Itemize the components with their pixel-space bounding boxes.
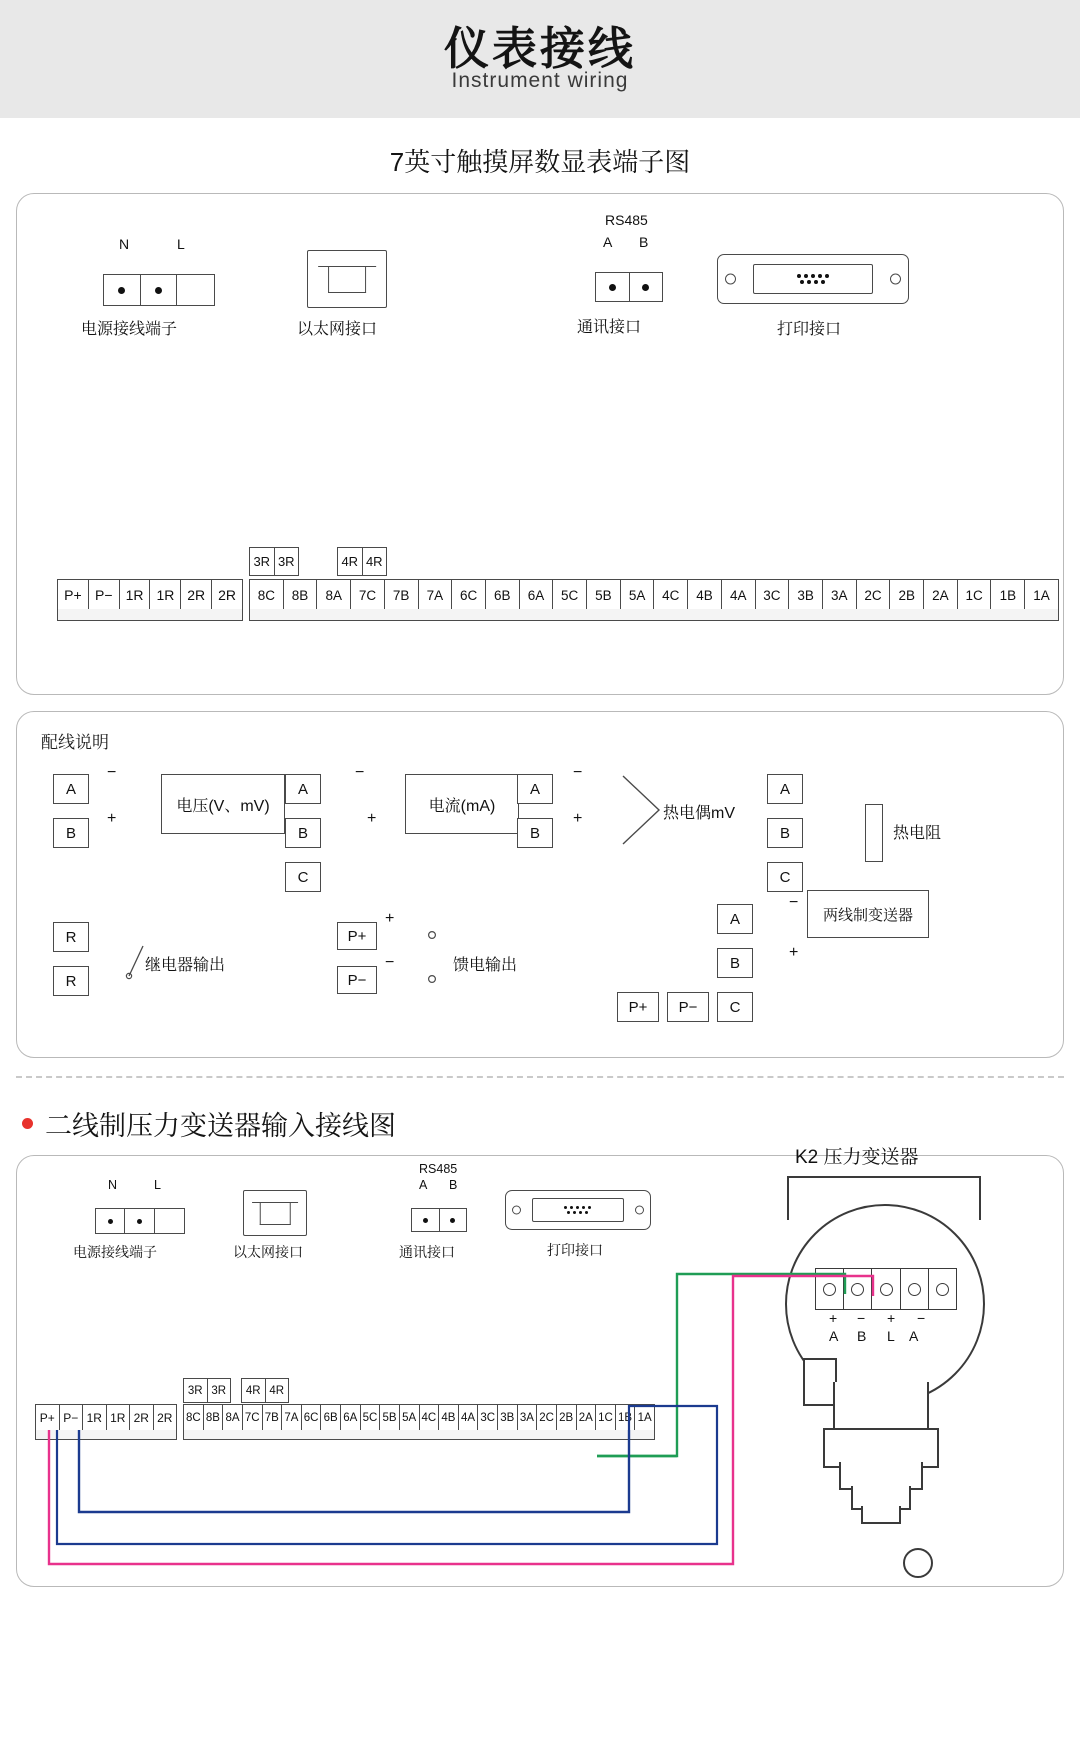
terminal-cell: 7C bbox=[351, 580, 385, 610]
relay-strip-group bbox=[249, 547, 299, 576]
current-source-label: 电流(mA) bbox=[405, 774, 519, 834]
main-terminal-strip-group bbox=[249, 579, 1059, 611]
twt-sign-minus: − bbox=[789, 894, 799, 911]
terminal-cell: 3R bbox=[277, 554, 295, 569]
current-terminal-b: B bbox=[285, 818, 321, 848]
terminal-cell: 7B bbox=[263, 1405, 283, 1431]
terminal-cell: P+ bbox=[36, 1405, 60, 1431]
rtd-terminal-a: A bbox=[767, 774, 803, 804]
terminal-cell: 8B bbox=[284, 580, 318, 610]
rs485-label: RS485 bbox=[605, 212, 648, 228]
s3-power-pin-l-label: L bbox=[154, 1178, 161, 1192]
terminal-cell: 1R bbox=[120, 580, 151, 610]
terminal-cell: 5A bbox=[400, 1405, 420, 1431]
s3-printer-label: 打印接口 bbox=[547, 1242, 603, 1258]
terminal-cell: 6B bbox=[486, 580, 520, 610]
relay-terminal-r1: R bbox=[53, 922, 89, 952]
terminal-cell: 1R bbox=[150, 580, 181, 610]
feed-sign-minus: − bbox=[385, 954, 395, 971]
current-sign-minus: − bbox=[355, 764, 365, 781]
tc-sign-plus: + bbox=[573, 810, 583, 827]
terminal-cell: 7B bbox=[385, 580, 419, 610]
twt-sign-plus: + bbox=[789, 944, 799, 961]
terminal-cell: 5C bbox=[361, 1405, 381, 1431]
rtd-resistor-symbol-icon bbox=[865, 804, 883, 862]
transmitter-pin-label-3: L bbox=[887, 1328, 895, 1344]
terminal-cell: 8A bbox=[317, 580, 351, 610]
voltage-source-label: 电压(V、mV) bbox=[161, 774, 285, 834]
transmitter-pin-label-1: A bbox=[829, 1328, 839, 1344]
terminal-cell: 1B bbox=[616, 1405, 636, 1431]
terminal-cell: 3R bbox=[250, 548, 275, 575]
ethernet-jack-icon bbox=[307, 250, 387, 308]
comm-terminal-block bbox=[595, 272, 663, 302]
rtd-label: 热电阻 bbox=[893, 825, 942, 842]
terminal-cell: 2R bbox=[218, 587, 236, 603]
relay-strip-group-2 bbox=[337, 547, 387, 576]
section3-title-group bbox=[22, 1104, 1080, 1143]
twt-terminal-pplus: P+ bbox=[617, 992, 659, 1022]
relay-terminal-r2: R bbox=[53, 966, 89, 996]
tc-sign-minus: − bbox=[573, 764, 583, 781]
terminal-cell: 1C bbox=[958, 580, 992, 610]
terminal-cell: 4A bbox=[722, 580, 756, 610]
voltage-terminal-a: A bbox=[53, 774, 89, 804]
relay-output-label: 继电器输出 bbox=[145, 957, 226, 974]
feed-terminal-pplus: P+ bbox=[337, 922, 377, 950]
page-header bbox=[0, 0, 1080, 118]
terminal-diagram-panel bbox=[16, 193, 1064, 695]
s3-power-terminal-label: 电源接线端子 bbox=[73, 1244, 157, 1260]
left-terminal-strip bbox=[57, 579, 243, 611]
rtd-terminal-b: B bbox=[767, 818, 803, 848]
printer-port-group bbox=[717, 236, 909, 338]
terminal-cell: 1R bbox=[107, 1405, 131, 1431]
comm-pin-a-label: A bbox=[603, 234, 613, 250]
transmitter-pin-label-4: A bbox=[909, 1328, 919, 1344]
comm-pin-b-label: B bbox=[639, 234, 649, 250]
terminal-cell: 8B bbox=[204, 1405, 224, 1431]
terminal-cell: 6A bbox=[341, 1405, 361, 1431]
terminal-cell: 2A bbox=[577, 1405, 597, 1431]
relay-strip-3r bbox=[249, 547, 299, 576]
terminal-cell: 4R bbox=[338, 548, 363, 575]
terminal-cell: 5C bbox=[553, 580, 587, 610]
terminal-cell: 4R bbox=[269, 1384, 285, 1397]
tc-terminal-b: B bbox=[517, 818, 553, 848]
twt-terminal-c: C bbox=[717, 992, 753, 1022]
terminal-cell: P− bbox=[89, 580, 120, 610]
terminal-cell: 2R bbox=[157, 1411, 173, 1425]
terminal-cell: P− bbox=[60, 1405, 84, 1431]
terminal-cell: 1C bbox=[596, 1405, 616, 1431]
page-title-cn: 仪表接线 bbox=[443, 23, 636, 75]
terminal-cell: 8C bbox=[184, 1405, 204, 1431]
s3-rs485-label: RS485 bbox=[419, 1162, 458, 1176]
feed-output-terminals-icon bbox=[427, 930, 441, 988]
terminal-cell: 3R bbox=[211, 1384, 227, 1397]
terminal-cell: 4A bbox=[459, 1405, 479, 1431]
terminal-cell: 8A bbox=[223, 1405, 243, 1431]
s3-comm-pin-b-label: B bbox=[449, 1178, 458, 1192]
terminal-cell: 5A bbox=[621, 580, 655, 610]
twt-terminal-pminus: P− bbox=[667, 992, 709, 1022]
s3-ethernet-label: 以太网接口 bbox=[233, 1244, 303, 1260]
section1-title: 7英寸触摸屏数显表端子图 bbox=[389, 147, 691, 177]
terminal-cell: 6A bbox=[520, 580, 554, 610]
voltage-terminal-b: B bbox=[53, 818, 89, 848]
terminal-cell: 7A bbox=[282, 1405, 302, 1431]
terminal-cell: 2C bbox=[857, 580, 891, 610]
wiring-connections bbox=[17, 1156, 1065, 1586]
section-divider bbox=[16, 1076, 1064, 1078]
printer-port-label: 打印接口 bbox=[777, 321, 842, 338]
relay-switch-icon bbox=[113, 940, 147, 980]
terminal-cell: 2C bbox=[537, 1405, 557, 1431]
terminal-cell: 4R bbox=[242, 1379, 266, 1402]
s3-comm-pin-a-label: A bbox=[419, 1178, 428, 1192]
terminal-cell: 5B bbox=[380, 1405, 400, 1431]
wiring-notes-title: 配线说明 bbox=[41, 733, 109, 752]
terminal-cell: 3C bbox=[756, 580, 790, 610]
twt-terminal-a: A bbox=[717, 904, 753, 934]
thermocouple-symbol-icon bbox=[621, 774, 661, 846]
feed-terminal-pminus: P− bbox=[337, 966, 377, 994]
terminal-cell: 6C bbox=[302, 1405, 322, 1431]
current-sign-plus: + bbox=[367, 810, 377, 827]
terminal-cell: 2B bbox=[557, 1405, 577, 1431]
tc-terminal-a: A bbox=[517, 774, 553, 804]
current-terminal-a: A bbox=[285, 774, 321, 804]
transmitter-device-label: K2 压力变送器 bbox=[795, 1147, 919, 1168]
twt-device-label: 两线制变送器 bbox=[807, 890, 929, 938]
terminal-cell: 2R bbox=[130, 1405, 154, 1431]
power-terminal-label: 电源接线端子 bbox=[81, 321, 178, 338]
terminal-cell: 2A bbox=[924, 580, 958, 610]
transmitter-sign-3: + bbox=[887, 1310, 896, 1326]
terminal-cell: 3B bbox=[789, 580, 823, 610]
ethernet-port-label: 以太网接口 bbox=[297, 321, 378, 338]
terminal-cell: 3B bbox=[498, 1405, 518, 1431]
terminal-cell: 4C bbox=[654, 580, 688, 610]
comm-port-label: 通讯接口 bbox=[577, 319, 642, 336]
terminal-cell: 1R bbox=[83, 1405, 107, 1431]
terminal-cell: 2R bbox=[181, 580, 212, 610]
bullet-dot-icon bbox=[22, 1118, 33, 1129]
terminal-cell: 4R bbox=[365, 554, 383, 569]
terminal-cell: 2B bbox=[890, 580, 924, 610]
terminal-cell: 5B bbox=[587, 580, 621, 610]
current-terminal-c: C bbox=[285, 862, 321, 892]
s3-power-pin-n-label: N bbox=[108, 1178, 118, 1192]
main-terminal-strip bbox=[249, 579, 1059, 611]
terminal-cell: 1A bbox=[1033, 587, 1050, 603]
terminal-cell: 3C bbox=[478, 1405, 498, 1431]
power-pin-l-label: L bbox=[177, 236, 185, 252]
power-pin-n-label: N bbox=[119, 236, 130, 252]
left-terminal-strip-group bbox=[57, 579, 243, 611]
terminal-cell: 7A bbox=[419, 580, 453, 610]
transmitter-sign-1: + bbox=[829, 1310, 838, 1326]
terminal-cell: 3A bbox=[518, 1405, 538, 1431]
terminal-cell: 4B bbox=[439, 1405, 459, 1431]
terminal-cell: 3R bbox=[184, 1379, 208, 1402]
thermocouple-label: 热电偶mV bbox=[663, 805, 736, 822]
power-terminal-block bbox=[103, 274, 215, 306]
terminal-cell: 8C bbox=[250, 580, 284, 610]
s3-comm-label: 通讯接口 bbox=[399, 1244, 455, 1260]
voltage-sign-plus: + bbox=[107, 810, 117, 827]
relay-strip-4r bbox=[337, 547, 387, 576]
pressure-transmitter-panel bbox=[16, 1147, 1064, 1587]
terminal-cell: P+ bbox=[58, 580, 89, 610]
twt-terminal-b: B bbox=[717, 948, 753, 978]
transmitter-pin-label-2: B bbox=[857, 1328, 867, 1344]
terminal-cell: 1B bbox=[991, 580, 1025, 610]
terminal-cell: 4C bbox=[420, 1405, 440, 1431]
terminal-cell: 1A bbox=[637, 1412, 652, 1424]
db9-connector-icon bbox=[717, 254, 909, 304]
wiring-notes-panel bbox=[16, 711, 1064, 1058]
transmitter-sign-2: − bbox=[857, 1310, 866, 1326]
ethernet-port-group bbox=[297, 236, 378, 338]
terminal-cell: 6B bbox=[321, 1405, 341, 1431]
page-title-en: Instrument wiring bbox=[451, 68, 629, 92]
terminal-cell: 4B bbox=[688, 580, 722, 610]
terminal-cell: 3A bbox=[823, 580, 857, 610]
feed-output-label: 馈电输出 bbox=[453, 957, 518, 974]
rtd-terminal-c: C bbox=[767, 862, 803, 892]
transmitter-sign-4: − bbox=[917, 1310, 926, 1326]
section3-title: 二线制压力变送器输入接线图 bbox=[45, 1111, 396, 1141]
voltage-sign-minus: − bbox=[107, 764, 117, 781]
terminal-cell: 7C bbox=[243, 1405, 263, 1431]
feed-sign-plus: + bbox=[385, 910, 395, 927]
terminal-cell: 6C bbox=[452, 580, 486, 610]
